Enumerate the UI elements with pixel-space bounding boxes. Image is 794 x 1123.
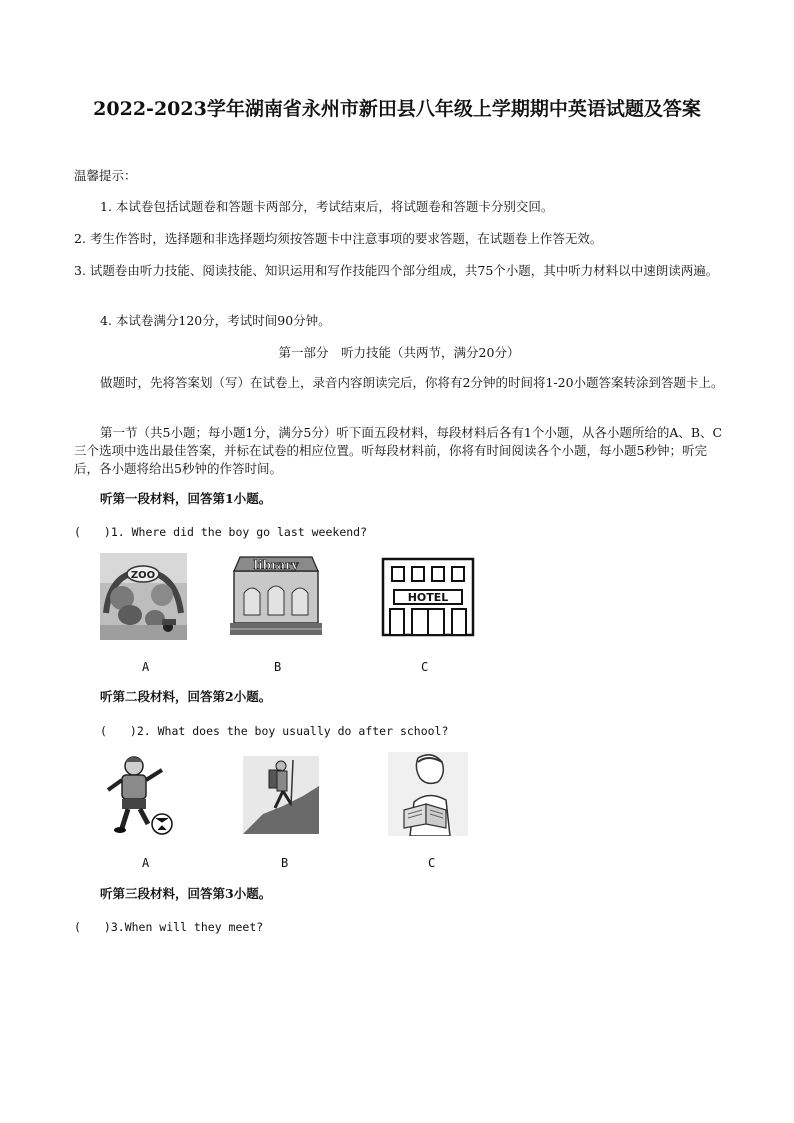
- climbing-image: [243, 756, 319, 834]
- tip-4: 4. 本试卷满分120分，考试时间90分钟。: [100, 313, 331, 328]
- tip-2: 2. 考生作答时，选择题和非选择题均须按答题卡中注意事项的要求答题，在试题卷上作答无效。: [74, 231, 603, 246]
- part1-intro: 做题时，先将答案划（写）在试卷上，录音内容朗读完后，你将有2分钟的时间将1-20小题答案转涂到答题卡上。: [100, 375, 724, 390]
- q1-option-c: C: [421, 660, 429, 674]
- q1-question: ( )1. Where did the boy go last weekend?: [74, 525, 368, 539]
- q3-instruction: 听第三段材料，回答第3小题。: [100, 886, 272, 901]
- q1-option-a: A: [142, 660, 150, 674]
- q1-instruction: 听第一段材料，回答第1小题。: [100, 491, 272, 506]
- reading-image: [388, 752, 468, 836]
- q2-question: ( )2. What does the boy usually do after school?: [100, 724, 449, 738]
- section1-intro: 第一节（共5小题；每小题1分，满分5分）听下面五段材料，每段材料后各有1个小题，从各小题所给的A、B、C三个选项中选出最佳答案，并标在试卷的相应位置。听每段材料前，你将有时间阅读各个小题，每小题5秒钟；听完后，各小题将给出5秒钟的作答时间。: [74, 425, 723, 476]
- part1-heading: 第一部分 听力技能（共两节，满分20分）: [278, 345, 520, 360]
- hotel-image: [380, 557, 476, 637]
- library-sign-text: library: [253, 558, 299, 572]
- tips-heading: 温馨提示：: [74, 168, 137, 183]
- q3-question: ( )3.When will they meet?: [74, 920, 264, 934]
- q2-option-a: A: [142, 856, 150, 870]
- q2-option-b: B: [281, 856, 289, 870]
- q2-instruction: 听第二段材料，回答第2小题。: [100, 689, 272, 704]
- page-title: 2022-2023学年湖南省永州市新田县八年级上学期期中英语试题及答案: [93, 98, 701, 120]
- library-image: [230, 553, 322, 635]
- tip-3: 3. 试题卷由听力技能、阅读技能、知识运用和写作技能四个部分组成，共75个小题，其中听力材料以中速朗读两遍。: [74, 263, 719, 278]
- q1-option-b: B: [274, 660, 282, 674]
- q2-option-c: C: [428, 856, 436, 870]
- hotel-sign-text: HOTEL: [407, 591, 449, 604]
- tip-1: 1. 本试卷包括试题卷和答题卡两部分，考试结束后，将试题卷和答题卡分别交回。: [100, 199, 554, 214]
- zoo-sign-text: ZOO: [130, 570, 156, 581]
- zoo-image: [100, 553, 187, 640]
- football-image: [100, 752, 176, 836]
